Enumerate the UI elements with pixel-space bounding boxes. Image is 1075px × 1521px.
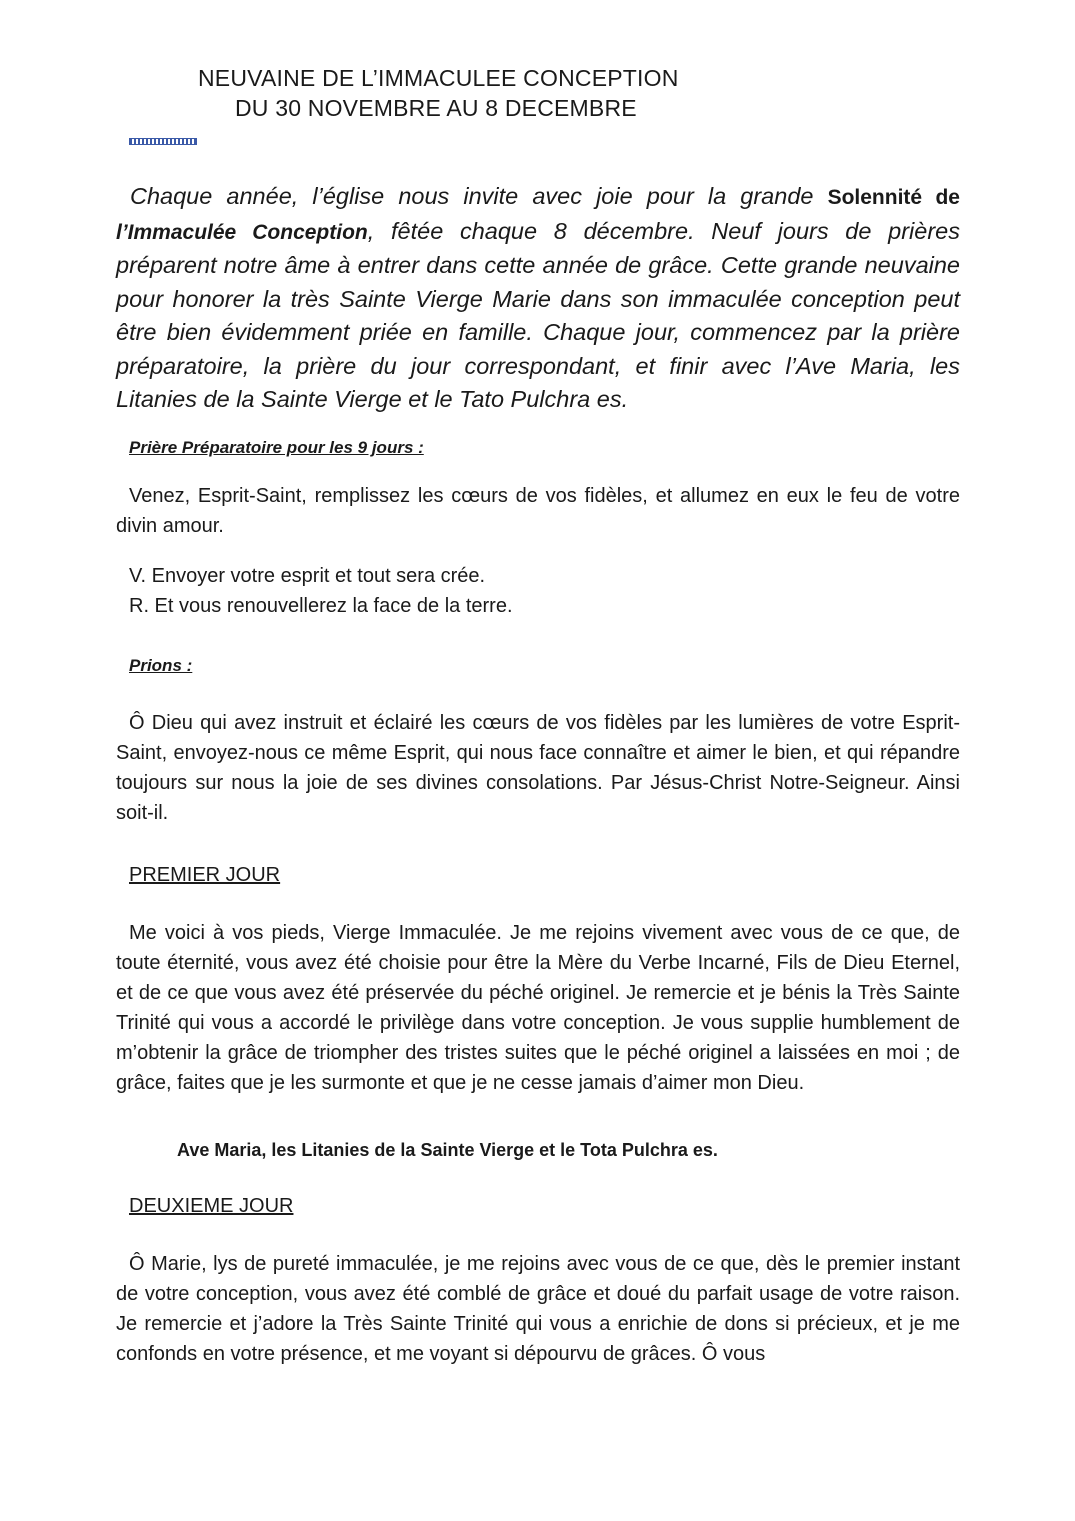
document-title-line-2: DU 30 NOVEMBRE AU 8 DECEMBRE bbox=[235, 95, 637, 121]
preparatory-prayer-heading: Prière Préparatoire pour les 9 jours : bbox=[129, 438, 424, 457]
day-1-closing-line: Ave Maria, les Litanies de la Sainte Vierge et le Tota Pulchra es. bbox=[177, 1140, 718, 1160]
response-line: R. Et vous renouvellerez la face de la terre. bbox=[129, 595, 513, 617]
document-title-line-1: NEUVAINE DE L’IMMACULEE CONCEPTION bbox=[198, 65, 679, 91]
intro-paragraph bbox=[116, 180, 960, 417]
day-2-heading: DEUXIEME JOUR bbox=[129, 1195, 294, 1217]
day-1-heading: PREMIER JOUR bbox=[129, 864, 281, 886]
decorative-divider bbox=[129, 138, 197, 145]
prions-prayer-text: Ô Dieu qui avez instruit et éclairé les cœurs de vos fidèles par les lumières de votre Esprit-Saint, envoyez-nous ce même Esprit, qui nous face connaître et aimer le bien, et qui répandre toujours sur nous la joie de ses divines consolations. Par Jésus-Christ Notre-Seigneur. Ainsi soit-il. bbox=[116, 712, 960, 824]
intro-text-end: , fêtée chaque 8 décembre. Neuf jours de prières préparent notre âme à entrer dans cette année de grâce. Cette grande neuvaine pour honorer la très Sainte Vierge Marie dans son immaculée conception peut être bien évidemment priée en famille. Chaque jour, commencez par la prière préparatoire, la prière du jour correspondant, et finir avec l’Ave Maria, les Litanies de la Sainte Vierge et le Tato Pulchra es. bbox=[116, 217, 960, 412]
intro-bold-solennite: Solennité de bbox=[827, 186, 960, 209]
prions-heading: Prions : bbox=[129, 656, 193, 675]
versicle-line: V. Envoyer votre esprit et tout sera crée. bbox=[129, 565, 486, 587]
intro-text-start: Chaque année, l’église nous invite avec joie pour la grande bbox=[130, 183, 828, 209]
intro-bold-immaculee: l’Immaculée Conception bbox=[116, 220, 368, 244]
day-2-prayer-text: Ô Marie, lys de pureté immaculée, je me rejoins avec vous de ce que, dès le premier instant de votre conception, vous avez été comblé de grâce et doué du parfait usage de votre raison. Je remercie et j’adore la Très Sainte Trinité qui vous a enrichie de dons si précieux, et je me confonds en votre présence, et me voyant si dépourvu de grâces. Ô vous bbox=[116, 1253, 960, 1365]
day-1-prayer-text: Me voici à vos pieds, Vierge Immaculée. Je me rejoins vivement avec vous de ce que, de toute éternité, vous avez été choisie pour être la Mère du Verbe Incarné, Fils de Dieu Eternel, et de ce que vous avez été préservée du péché originel. Je remercie et je bénis la Très Sainte Trinité qui vous a accordé le privilège dans votre conception. Je vous supplie humblement de m’obtenir la grâce de triompher des tristes suites que le péché originel a laissées en moi ; de grâce, faites que je les surmonte et que je ne cesse jamais d’aimer mon Dieu. bbox=[116, 922, 960, 1094]
preparatory-prayer-text: Venez, Esprit-Saint, remplissez les cœurs de vos fidèles, et allumez en eux le feu de votre divin amour. bbox=[116, 485, 960, 537]
